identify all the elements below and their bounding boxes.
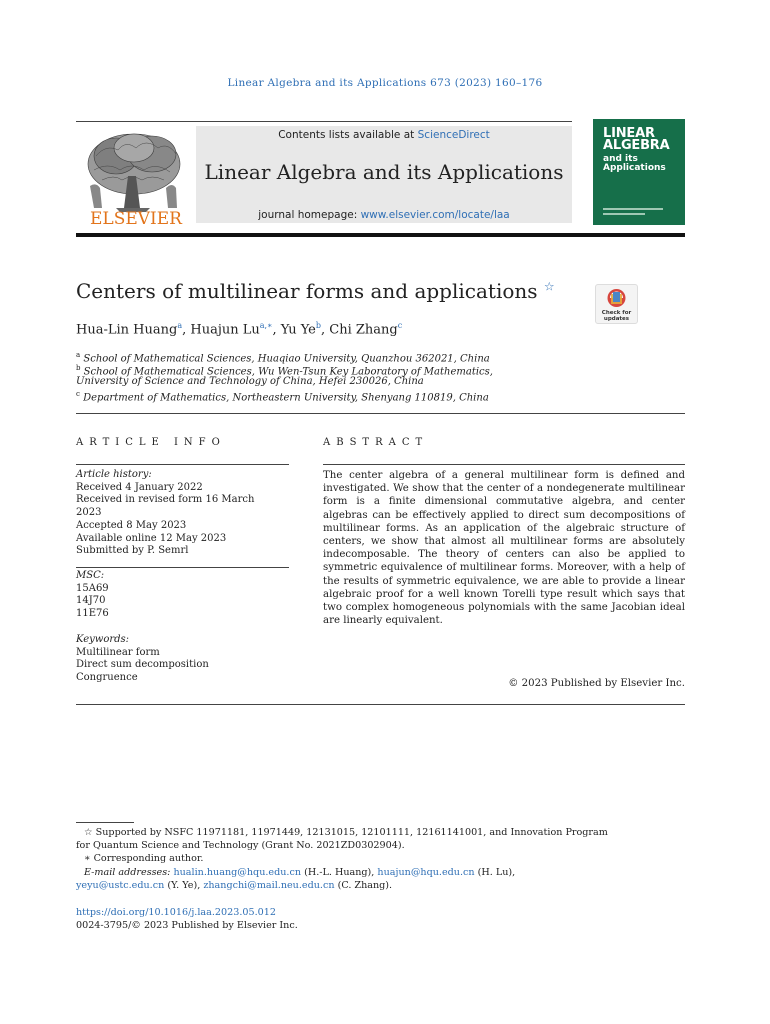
email-link[interactable]: huajun@hqu.edu.cn (377, 867, 475, 878)
svg-text:updates: updates (603, 316, 630, 322)
author-name[interactable]: Huajun Lu (190, 322, 260, 338)
msc-code: 14J70 (76, 595, 106, 607)
email-link[interactable]: zhangchi@mail.neu.edu.cn (203, 880, 335, 892)
email-owner: (Y. Ye), (167, 880, 201, 892)
section-rule (76, 413, 685, 414)
cover-subtitle-line2: Applications (603, 163, 666, 173)
email-label: E-mail addresses: (84, 867, 171, 878)
affiliation-mark: c (76, 390, 80, 398)
email-owner: (H. Lu), (477, 867, 516, 878)
funding-text: Supported by NSFC 11971181, 11971449, 12131015, 12101111, 12161141001, and Innovation Program (95, 827, 608, 838)
check-for-updates-icon (596, 285, 637, 323)
sciencedirect-link[interactable]: ScienceDirect (417, 129, 490, 141)
article-info-rule (76, 567, 289, 568)
keywords-label: Keywords: (76, 634, 130, 645)
keyword: Congruence (76, 672, 138, 684)
doi-link[interactable]: https://doi.org/10.1016/j.laa.2023.05.012 (76, 907, 276, 918)
msc-label: MSC: (76, 570, 105, 581)
article-info-heading: ARTICLE INFO (76, 437, 226, 448)
history-item: Received in revised form 16 March (76, 494, 255, 506)
cover-title-line2: ALGEBRA (603, 138, 670, 153)
funding-text-continued: for Quantum Science and Technology (Grant No. 2021ZD0302904). (76, 840, 405, 852)
cover-subtitle-line1: and its (603, 154, 638, 164)
author-name[interactable]: Hua-Lin Huang (76, 322, 178, 338)
affiliation-b-continued (76, 375, 424, 388)
elsevier-logo[interactable] (76, 126, 196, 226)
author-name[interactable]: Yu Ye (280, 322, 316, 338)
cover-title-line1: LINEAR (603, 126, 655, 141)
check-for-updates-button[interactable] (595, 284, 638, 324)
corresponding-footnote (76, 852, 685, 865)
journal-reference-link[interactable]: Linear Algebra and its Applications 673 (2023) 160–176 (227, 77, 543, 89)
abstract-text: The center algebra of a general multilinear form is defined and investigated. We show that the center of a nondegenerate multilinear form is a finite dimensional commutative algebra, and center algebras can be effectively applied to direct sum decompositions of multilinear forms. As an application of the algebraic structure of centers, we show that almost all multilinear forms are absolutely indecomposable. The theory of centers can also be applied to symmetric equivalence of multilinear forms. Moreover, with a help of the results of symmetric equivalence, we are able to provide a linear algebraic proof for a well known Torelli type result which says that two complex homogeneous polynomials with the same Jacobian ideal are linearly equivalent. (323, 470, 685, 627)
article-history (76, 469, 291, 558)
funding-line (76, 826, 685, 839)
email-owner: (H.-L. Huang), (304, 867, 375, 878)
affiliation-text: University of Science and Technology of China, Hefei 230026, China (76, 376, 424, 387)
affiliation-text: School of Mathematical Sciences, Huaqiao University, Quanzhou 362021, China (83, 353, 490, 365)
email-footnote (76, 866, 685, 892)
contents-line (196, 129, 572, 141)
email-link[interactable]: yeyu@ustc.edu.cn (76, 880, 165, 892)
msc-codes (76, 570, 291, 621)
article-title-text: Centers of multilinear forms and applications (76, 279, 538, 303)
funding-mark: ☆ (84, 827, 93, 838)
article-title (76, 279, 555, 303)
corresponding-line (76, 852, 685, 865)
issn-copyright: 0024-3795/© 2023 Published by Elsevier Inc. (76, 920, 298, 931)
journal-title: Linear Algebra and its Applications (204, 160, 564, 184)
abstract-copyright: © 2023 Published by Elsevier Inc. (508, 678, 685, 689)
section-rule (76, 704, 685, 705)
journal-homepage-link[interactable]: www.elsevier.com/locate/laa (360, 209, 510, 221)
keywords (76, 634, 291, 685)
email-link[interactable]: hualin.huang@hqu.edu.cn (173, 867, 302, 878)
author-affiliation-mark[interactable]: c (397, 321, 403, 330)
history-label: Article history: (76, 469, 152, 480)
elsevier-tree-icon (76, 126, 196, 226)
cover-subtitle (603, 155, 666, 173)
elsevier-wordmark: ELSEVIER (90, 209, 182, 226)
email-owner: (C. Zhang). (337, 880, 393, 892)
funding-footnote (76, 826, 685, 852)
svg-text:Check for: Check for (601, 310, 632, 316)
affiliation-c (76, 388, 489, 404)
header-thick-rule (76, 233, 685, 237)
author-affiliation-mark[interactable]: a (177, 321, 183, 330)
contents-prefix: Contents lists available at (278, 129, 418, 141)
keyword: Multilinear form (76, 646, 160, 658)
history-item: Accepted 8 May 2023 (76, 519, 187, 531)
homepage-prefix: journal homepage: (258, 209, 361, 221)
abstract-heading: ABSTRACT (323, 437, 429, 448)
history-item: Received 4 January 2022 (76, 481, 203, 493)
msc-code: 15A69 (76, 582, 109, 594)
affiliation-mark: a (76, 351, 81, 359)
corresponding-text: Corresponding author. (93, 853, 204, 864)
homepage-line (196, 209, 572, 221)
author-name[interactable]: Chi Zhang (329, 322, 398, 338)
author-list: Hua-Lin Huang$^a$, Huajun $Lu^{a,∗}$, Yu Ye$^b$, Chi Zhang$^c$ (76, 321, 403, 338)
author-affiliation-mark[interactable]: a,∗ (259, 321, 273, 330)
email-line-2 (76, 879, 685, 892)
abstract-rule (323, 464, 685, 465)
affiliation-text: School of Mathematical Sciences, Wu Wen-Tsun Key Laboratory of Mathematics, (83, 366, 493, 378)
journal-cover-thumbnail[interactable] (593, 119, 685, 225)
article-info-rule (76, 464, 289, 465)
affiliation-text: Department of Mathematics, Northeastern University, Shenyang 110819, China (83, 392, 489, 404)
msc-code: 11E76 (76, 608, 109, 620)
author-affiliation-mark[interactable]: b (315, 321, 321, 330)
cover-decoration-line (603, 213, 645, 215)
cover-title (603, 128, 669, 152)
header-top-rule (76, 121, 572, 122)
cover-decoration-line (603, 208, 663, 210)
title-footnote-star[interactable]: ☆ (543, 279, 555, 294)
corresponding-mark: ∗ (84, 853, 91, 864)
keyword: Direct sum decomposition (76, 659, 209, 671)
footnote-rule (76, 822, 134, 823)
affiliation-mark: b (76, 364, 81, 372)
history-item: Submitted by P. Semrl (76, 545, 189, 557)
email-line-1 (76, 866, 685, 879)
history-item: Available online 12 May 2023 (76, 532, 227, 544)
history-item: 2023 (76, 507, 102, 519)
